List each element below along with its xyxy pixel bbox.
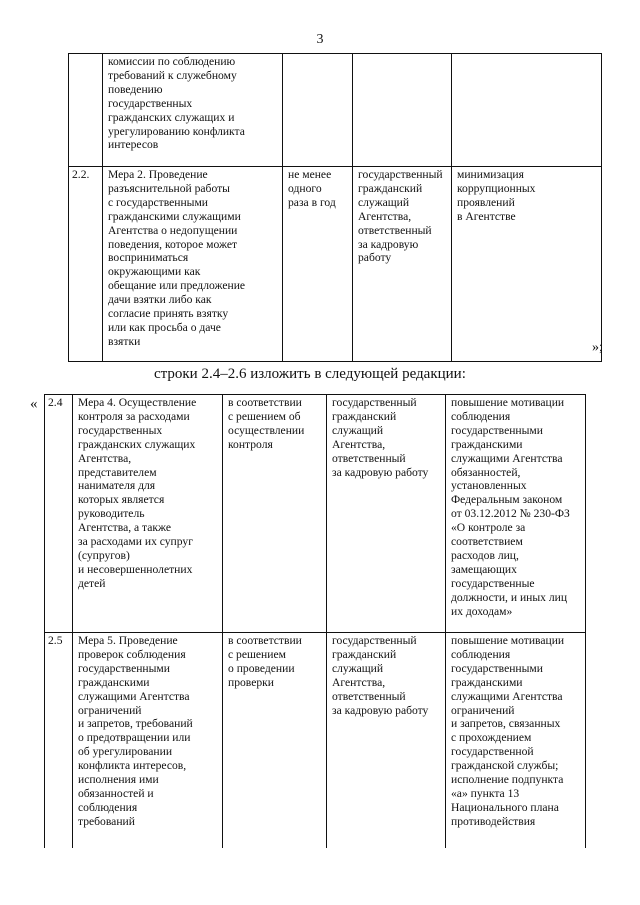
closing-quote-mark: »; <box>592 340 603 355</box>
responsible-cell: государственный гражданский служащий Агентства, ответственный за кадровую работу <box>327 633 446 849</box>
measure-cell: Мера 2. Проведение разъяснительной работы с государственными гражданскими служащими Агентства о недопущении поведения, которое может восприниматься окружающими как обещание или предложение дачи взятки либо как согласие принять взятку или как просьба о даче взятки <box>103 167 283 362</box>
measure-cell: Мера 4. Осуществление контроля за расходами государственных гражданских служащих Агентства, представителем нанимателя для которых является руководитель Агентства, а также за расходами их супруг (супругов) и несовершеннолетних детей <box>73 395 223 633</box>
result-cell: повышение мотивации соблюдения государственными гражданскими служащими Агентства обязанностей, установленных Федеральным законом от 03.12.2012 № 230-ФЗ «О контроле за соответствием расходов лиц, замещающих государственные должности, и иных лиц их доходам» <box>446 395 586 633</box>
result-cell: повышение мотивации соблюдения государственными гражданскими служащими Агентства ограничений и запретов, связанных с прохождением государственной гражданской службы; исполнение подпункта «а» пункта 13 Национального плана противодействия <box>446 633 586 849</box>
row-number-cell: 2.5 <box>45 633 73 849</box>
term-cell: не менее одного раза в год <box>283 167 353 362</box>
term-cell: в соответствии с решением об осуществлении контроля <box>223 395 327 633</box>
table-row <box>69 167 602 362</box>
term-cell: в соответствии с решением о проведении проверки <box>223 633 327 849</box>
measures-table-new <box>44 394 586 848</box>
term-cell <box>283 54 353 167</box>
result-cell: минимизация коррупционных проявлений в Агентстве <box>452 167 602 362</box>
responsible-cell <box>353 54 452 167</box>
measure-cell: комиссии по соблюдению требований к служебному поведению государственных гражданских служащих и урегулированию конфликта интересов <box>103 54 283 167</box>
opening-quote-mark: « <box>30 396 38 412</box>
page-number: 3 <box>316 32 324 47</box>
table-row <box>69 54 602 167</box>
row-number-cell <box>69 54 103 167</box>
measure-cell: Мера 5. Проведение проверок соблюдения государственными гражданскими служащими Агентства ограничений и запретов, требований о предотвращении или об урегулировании конфликта интересов, исполнения ими обязанностей и соблюдения требований <box>73 633 223 849</box>
measures-table-continued <box>68 53 602 362</box>
table-row <box>45 633 586 849</box>
row-number-cell: 2.4 <box>45 395 73 633</box>
amendment-instruction: строки 2.4–2.6 изложить в следующей редакции: <box>154 366 466 382</box>
row-number-cell: 2.2. <box>69 167 103 362</box>
responsible-cell: государственный гражданский служащий Агентства, ответственный за кадровую работу <box>327 395 446 633</box>
responsible-cell: государственный гражданский служащий Агентства, ответственный за кадровую работу <box>353 167 452 362</box>
result-cell <box>452 54 602 167</box>
table-row <box>45 395 586 633</box>
